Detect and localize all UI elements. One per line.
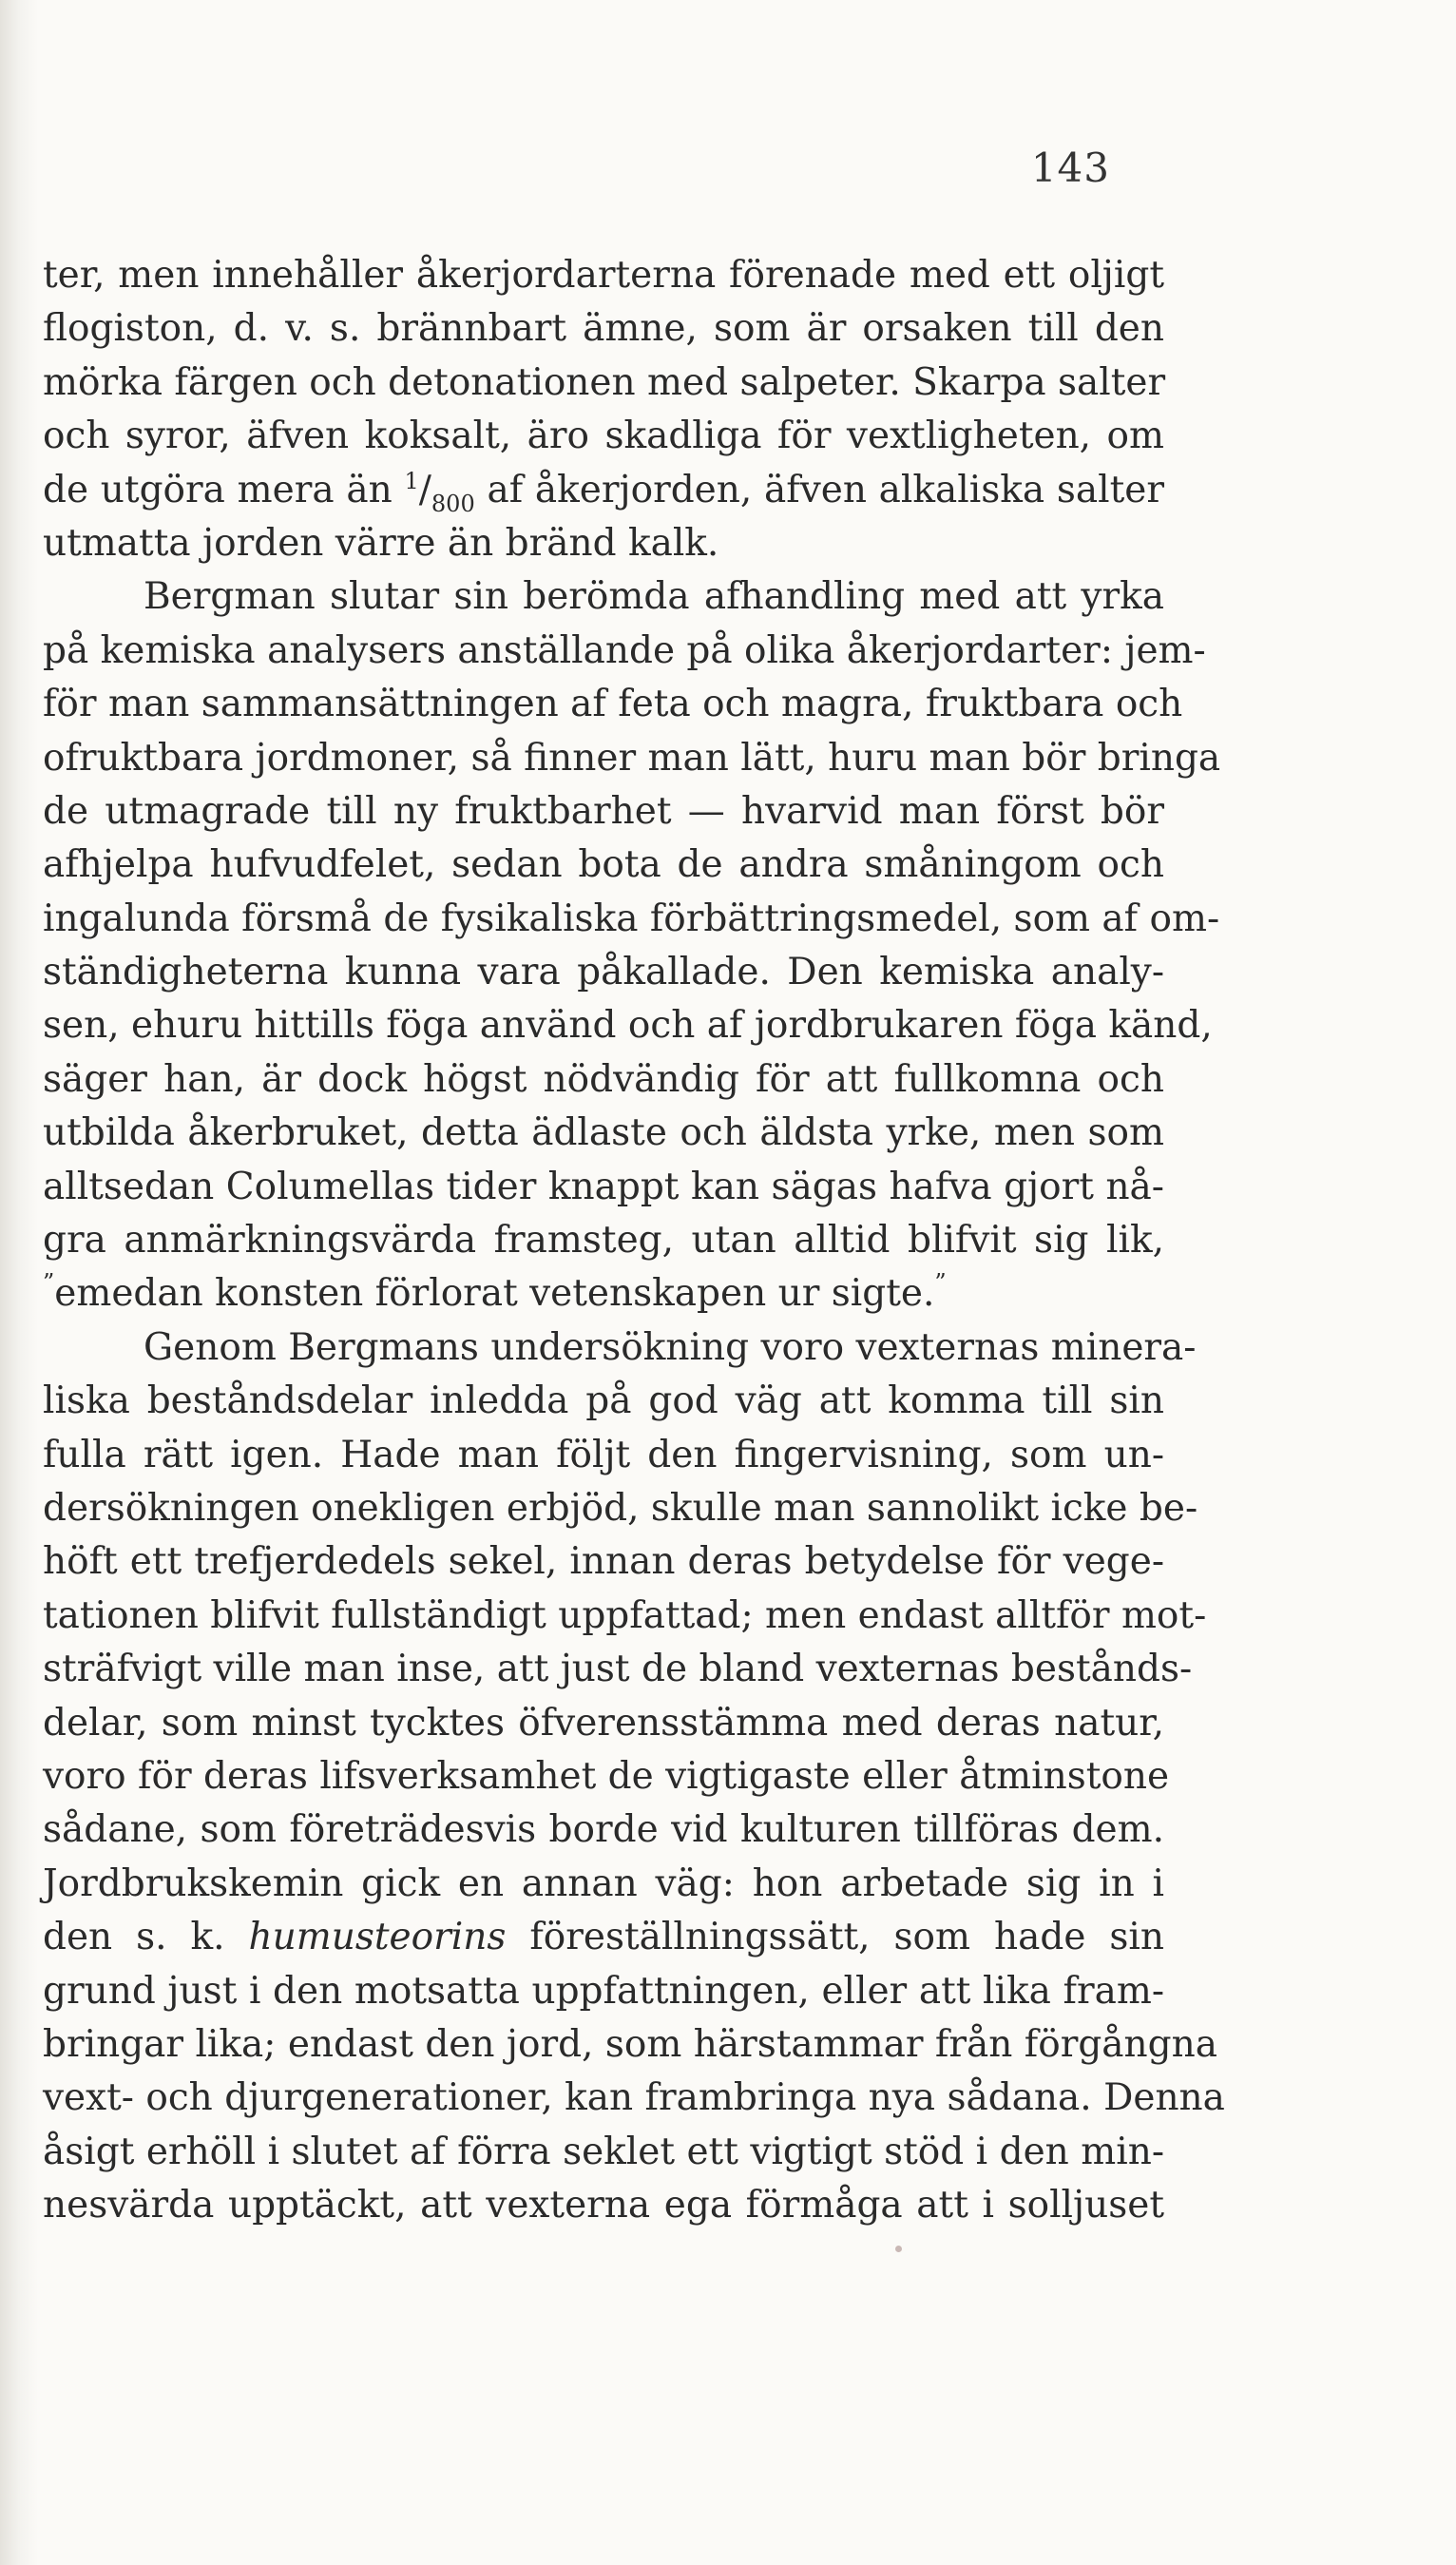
text-line [43,464,1164,517]
text-segment: ofruktbara jordmoner, så finner man lätt, huru man bör bringa [43,736,1221,780]
text-segment: dersökningen onekligen erbjöd, skulle man sannolikt icke be- [43,1486,1198,1530]
text-line [43,946,1164,999]
text-line [43,1643,1193,1696]
text-segment: ter, men innehåller åkerjordarterna förenade med ett oljigt [43,254,1164,297]
text-line [43,1750,1170,1803]
text-segment: säger han, är dock högst nödvändig för att fullkomna och [43,1057,1164,1101]
text-segment: på kemiska analysers anställande på olika åkerjordarter: jem- [43,628,1206,672]
text-line [43,517,1164,570]
text-segment: föreställningssätt, som hade sin [506,1916,1164,1959]
text-segment: liska beståndsdelar inledda på god väg att komma till sin [43,1379,1164,1423]
text-line [43,249,1164,302]
text-line [43,2018,1218,2072]
text-line [43,893,1220,946]
text-segment: ständigheterna kunna vara påkallade. Den kemiska analy- [43,951,1164,994]
text-line [43,1911,1164,1964]
text-segment: Genom Bergmans undersökning voro vexternas minera- [144,1325,1197,1369]
text-line [43,1803,1164,1857]
text-segment: höft ett trefjerdedels sekel, innan deras betydelse för vege- [43,1540,1164,1584]
text-line [43,625,1206,678]
text-segment: grund just i den motsatta uppfattningen, eller att lika fram- [43,1969,1164,2013]
text-segment: afhjelpa hufvudfelet, sedan bota de andra småningom och [43,843,1164,887]
text-line [43,1375,1164,1428]
text-line [43,410,1164,463]
text-line [43,1482,1198,1535]
text-line [43,2072,1225,2125]
text-segment: mörka färgen och detonationen med salpeter. Skarpa salter [43,360,1166,404]
page-number: 143 [1030,145,1110,191]
text-segment: Bergman slutar sin berömda afhandling med att yrka [144,575,1164,619]
text-line [43,1053,1164,1107]
text-segment: åsigt erhöll i slutet af förra seklet ett vigtigt stöd i den min- [43,2130,1164,2173]
fraction-numerator: 1 [404,467,419,494]
text-line [43,302,1164,356]
text-segment: emedan konsten förlorat vetenskapen ur sigte. [54,1272,935,1316]
italic-term: humusteorins [248,1916,507,1959]
text-segment: vext- och djurgenerationer, kan frambringa nya sådana. Denna [43,2076,1225,2120]
text-segment: sträfvigt ville man inse, att just de bland vexternas bestånds- [43,1648,1193,1691]
text-segment: alltsedan Columellas tider knappt kan sägas hafva gjort nå- [43,1165,1164,1208]
text-segment: delar, som minst tycktes öfverensstämma med deras natur, [43,1701,1164,1745]
text-line [43,1590,1207,1643]
text-segment: bringar lika; endast den jord, som härstammar från förgångna [43,2022,1218,2066]
text-segment: utmatta jorden värre än bränd kalk. [43,521,719,565]
text-line [43,1107,1164,1160]
text-line [43,1697,1164,1750]
text-line [43,1321,1197,1375]
text-segment: tationen blifvit fullständigt uppfattad; men endast alltför mot- [43,1593,1207,1637]
body-text [43,249,1225,2232]
text-line [43,357,1164,410]
text-segment: de utgöra mera än [43,468,405,511]
text-segment: den s. k. [43,1916,249,1959]
paper-speck [895,2246,902,2252]
text-segment: nesvärda upptäckt, att vexterna ega förmåga att i solljuset [43,2184,1164,2228]
text-line [43,1429,1164,1482]
quote-mark-close: ” [934,1269,947,1297]
text-line [43,732,1221,785]
text-line [43,999,1213,1052]
binding-shadow [0,0,38,2565]
text-line [43,1161,1164,1214]
text-segment: för man sammansättningen af feta och magra, fruktbara och [43,683,1183,726]
text-line [43,1858,1164,1911]
text-line [43,2126,1164,2179]
fraction: $^1/_{800}$ [404,467,475,517]
text-segment: ingalunda försmå de fysikaliska förbättringsmedel, som af om- [43,897,1220,940]
text-segment: voro för deras lifsverksamhet de vigtigaste eller åtminstone [43,1754,1170,1798]
fraction-denominator: 800 [431,490,475,517]
text-line [43,570,1164,624]
text-segment: utbilda åkerbruket, detta ädlaste och äldsta yrke, men som [43,1111,1164,1155]
text-segment: fulla rätt igen. Hade man följt den fingervisning, som un- [43,1433,1164,1476]
quote-mark-open: ” [43,1269,55,1297]
text-line [43,678,1183,731]
text-line [43,1965,1164,2018]
text-line [43,1267,1164,1321]
text-segment: sådane, som företrädesvis borde vid kulturen tillföras dem. [43,1808,1164,1852]
text-line [43,839,1164,892]
text-segment: de utmagrade till ny fruktbarhet — hvarvid man först bör [43,789,1164,833]
text-segment: flogiston, d. v. s. brännbart ämne, som är orsaken till den [43,307,1164,351]
text-line [43,785,1164,839]
text-line [43,1535,1164,1589]
text-line [43,1214,1164,1267]
text-segment: Jordbrukskemin gick en annan väg: hon arbetade sig in i [43,1861,1164,1905]
text-segment: gra anmärkningsvärda framsteg, utan alltid blifvit sig lik, [43,1219,1164,1263]
text-segment: af åkerjorden, äfven alkaliska salter [474,468,1165,511]
text-segment: och syror, äfven koksalt, äro skadliga för vextligheten, om [43,415,1164,458]
text-segment: sen, ehuru hittills föga använd och af jordbrukaren föga känd, [43,1004,1213,1048]
text-line [43,2179,1164,2232]
